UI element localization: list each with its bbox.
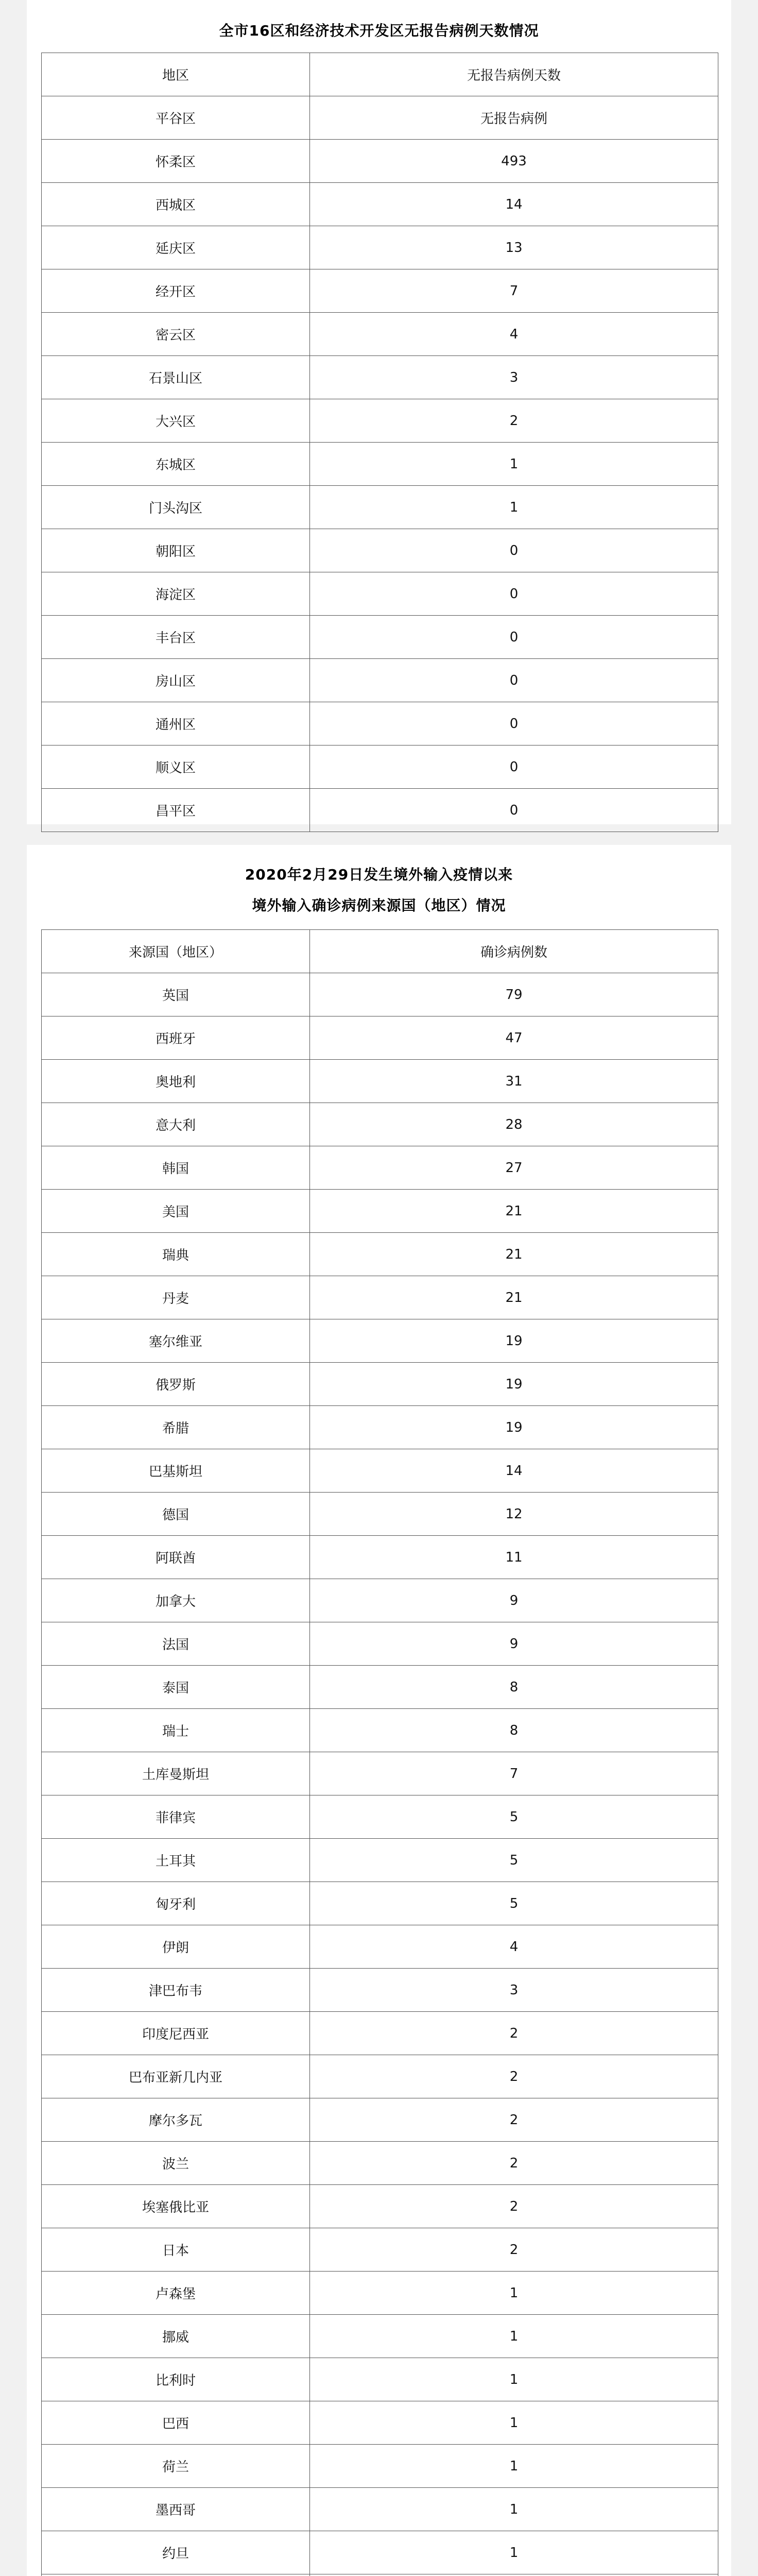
- row-label-cell: 丰台区: [42, 616, 310, 659]
- row-value-cell: 0: [310, 616, 718, 659]
- row-label-cell: 美国: [42, 1190, 310, 1233]
- table-row: [42, 399, 718, 443]
- row-value-cell: 2: [310, 2098, 718, 2142]
- row-label-cell: 韩国: [42, 1146, 310, 1190]
- row-label-cell: 德国: [42, 1493, 310, 1536]
- row-label-cell: 波兰: [42, 2142, 310, 2185]
- row-label-cell: 挪威: [42, 2315, 310, 2358]
- table-row: [42, 1882, 718, 1925]
- row-label-cell: 土库曼斯坦: [42, 1752, 310, 1795]
- table-row: [42, 2012, 718, 2055]
- row-value-cell: 2: [310, 2012, 718, 2055]
- table-row: [42, 2315, 718, 2358]
- table-row: [42, 1233, 718, 1276]
- table-row: [42, 1752, 718, 1795]
- row-value-cell: 1: [310, 2358, 718, 2401]
- table-row: [42, 616, 718, 659]
- row-label-cell: 石景山区: [42, 356, 310, 399]
- table-row: [42, 1363, 718, 1406]
- table-row: [42, 1493, 718, 1536]
- row-value-cell: 28: [310, 1103, 718, 1146]
- table-row: [42, 1449, 718, 1493]
- row-label-cell: 英国: [42, 973, 310, 1016]
- row-value-cell: 2: [310, 2228, 718, 2272]
- row-value-cell: 13: [310, 226, 718, 269]
- row-label-cell: 瑞典: [42, 1233, 310, 1276]
- header-no-case-days: 无报告病例天数: [310, 53, 718, 96]
- table-row: [42, 529, 718, 572]
- row-label-cell: 西城区: [42, 183, 310, 226]
- row-value-cell: 8: [310, 1666, 718, 1709]
- table-row: [42, 2445, 718, 2488]
- row-value-cell: 9: [310, 1622, 718, 1666]
- row-value-cell: 14: [310, 183, 718, 226]
- row-label-cell: 墨西哥: [42, 2488, 310, 2531]
- table-row: [42, 443, 718, 486]
- table-row: [42, 1190, 718, 1233]
- imported-cases-table-body: [42, 930, 718, 2576]
- row-label-cell: 卢森堡: [42, 2272, 310, 2315]
- table-row: [42, 1406, 718, 1449]
- table-row: [42, 973, 718, 1016]
- row-label-cell: 延庆区: [42, 226, 310, 269]
- row-label-cell: 印度尼西亚: [42, 2012, 310, 2055]
- table-row: [42, 1060, 718, 1103]
- table-row: [42, 226, 718, 269]
- row-label-cell: 经开区: [42, 269, 310, 313]
- row-value-cell: 27: [310, 1146, 718, 1190]
- row-label-cell: 巴基斯坦: [42, 1449, 310, 1493]
- row-value-cell: 0: [310, 572, 718, 616]
- row-value-cell: 1: [310, 2531, 718, 2574]
- table-row: [42, 789, 718, 832]
- row-value-cell: 0: [310, 745, 718, 789]
- table-row: [42, 269, 718, 313]
- table-row: [42, 140, 718, 183]
- row-value-cell: 1: [310, 443, 718, 486]
- row-value-cell: 5: [310, 1882, 718, 1925]
- row-value-cell: 3: [310, 356, 718, 399]
- row-label-cell: 丹麦: [42, 1276, 310, 1319]
- row-value-cell: 21: [310, 1190, 718, 1233]
- header-district: 地区: [42, 53, 310, 96]
- table-row: [42, 1709, 718, 1752]
- row-value-cell: 1: [310, 2272, 718, 2315]
- row-value-cell: 4: [310, 313, 718, 356]
- imported-cases-title-line2: 境外输入确诊病例来源国（地区）情况: [252, 897, 506, 914]
- table-row: [42, 313, 718, 356]
- row-value-cell: 5: [310, 1839, 718, 1882]
- row-label-cell: 海淀区: [42, 572, 310, 616]
- row-value-cell: [310, 2574, 718, 2576]
- row-label-cell: 埃塞俄比亚: [42, 2185, 310, 2228]
- table-row: [42, 1925, 718, 1969]
- row-value-cell: 无报告病例: [310, 96, 718, 140]
- row-label-cell: 平谷区: [42, 96, 310, 140]
- row-value-cell: 1: [310, 2445, 718, 2488]
- table-row: [42, 1666, 718, 1709]
- table-row: [42, 1276, 718, 1319]
- row-label-cell: 约旦: [42, 2531, 310, 2574]
- table-row: [42, 96, 718, 140]
- row-value-cell: 1: [310, 2315, 718, 2358]
- table-row: [42, 183, 718, 226]
- table-row: [42, 1103, 718, 1146]
- row-value-cell: 12: [310, 1493, 718, 1536]
- row-value-cell: 3: [310, 1969, 718, 2012]
- row-label-cell: 怀柔区: [42, 140, 310, 183]
- row-label-cell: 巴西: [42, 2401, 310, 2445]
- table-row: [42, 2401, 718, 2445]
- row-label-cell: 津巴布韦: [42, 1969, 310, 2012]
- table-header-row: [42, 930, 718, 973]
- row-label-cell: 俄罗斯: [42, 1363, 310, 1406]
- row-value-cell: 493: [310, 140, 718, 183]
- row-value-cell: 0: [310, 659, 718, 702]
- row-label-cell: 密云区: [42, 313, 310, 356]
- row-value-cell: 11: [310, 1536, 718, 1579]
- row-label-cell: 朝阳区: [42, 529, 310, 572]
- table-row: [42, 2272, 718, 2315]
- table-row: [42, 2055, 718, 2098]
- table-row: [42, 2098, 718, 2142]
- row-label-cell: 土耳其: [42, 1839, 310, 1882]
- table-row: [42, 2228, 718, 2272]
- row-value-cell: 79: [310, 973, 718, 1016]
- row-value-cell: 2: [310, 2055, 718, 2098]
- table-row: [42, 1969, 718, 2012]
- row-label-cell: 希腊: [42, 1406, 310, 1449]
- row-label-cell: 西班牙: [42, 1016, 310, 1060]
- table-row: [42, 1579, 718, 1622]
- table-row: [42, 1016, 718, 1060]
- row-label-cell: 匈牙利: [42, 1882, 310, 1925]
- table-row: [42, 1536, 718, 1579]
- table-row: [42, 356, 718, 399]
- no-case-days-table: [41, 53, 718, 832]
- row-value-cell: 4: [310, 1925, 718, 1969]
- row-label-cell: 加拿大: [42, 1579, 310, 1622]
- table-row: [42, 572, 718, 616]
- table-row: [42, 2488, 718, 2531]
- table-row: [42, 2142, 718, 2185]
- table-row: [42, 2358, 718, 2401]
- no-case-days-table-body: [42, 53, 718, 832]
- table-row: [42, 2531, 718, 2574]
- header-source-country: 来源国（地区）: [42, 930, 310, 973]
- row-label-cell: 阿联酋: [42, 1536, 310, 1579]
- row-value-cell: 14: [310, 1449, 718, 1493]
- row-value-cell: 7: [310, 269, 718, 313]
- imported-cases-card: [27, 845, 731, 2576]
- no-case-days-card: [27, 0, 731, 824]
- row-value-cell: 0: [310, 789, 718, 832]
- imported-cases-table: [41, 929, 718, 2576]
- row-label-cell: 巴布亚新几内亚: [42, 2055, 310, 2098]
- row-value-cell: 19: [310, 1363, 718, 1406]
- row-label-cell: 日本: [42, 2228, 310, 2272]
- row-value-cell: 1: [310, 2488, 718, 2531]
- header-confirmed-count: 确诊病例数: [310, 930, 718, 973]
- row-value-cell: 2: [310, 2142, 718, 2185]
- row-value-cell: 21: [310, 1233, 718, 1276]
- row-label-cell: 瑞士: [42, 1709, 310, 1752]
- row-value-cell: 2: [310, 399, 718, 443]
- row-value-cell: 1: [310, 2401, 718, 2445]
- row-label-cell: 东城区: [42, 443, 310, 486]
- row-label-cell: 通州区: [42, 702, 310, 745]
- row-label-cell: 法国: [42, 1622, 310, 1666]
- row-label-cell: 门头沟区: [42, 486, 310, 529]
- row-value-cell: 5: [310, 1795, 718, 1839]
- row-value-cell: 1: [310, 486, 718, 529]
- row-label-cell: 比利时: [42, 2358, 310, 2401]
- row-value-cell: 0: [310, 529, 718, 572]
- table-row: [42, 1839, 718, 1882]
- row-value-cell: 19: [310, 1319, 718, 1363]
- imported-cases-title-line1: 2020年2月29日发生境外输入疫情以来: [245, 866, 513, 883]
- row-label-cell: 摩尔多瓦: [42, 2098, 310, 2142]
- row-label-cell: 荷兰: [42, 2445, 310, 2488]
- row-value-cell: 21: [310, 1276, 718, 1319]
- row-value-cell: 9: [310, 1579, 718, 1622]
- row-value-cell: 0: [310, 702, 718, 745]
- table-row: [42, 745, 718, 789]
- row-value-cell: 2: [310, 2185, 718, 2228]
- table-header-row: [42, 53, 718, 96]
- table-row: [42, 2185, 718, 2228]
- row-value-cell: 47: [310, 1016, 718, 1060]
- table-row: [42, 2574, 718, 2576]
- row-label-cell: [42, 2574, 310, 2576]
- table-row: [42, 1146, 718, 1190]
- table-row: [42, 486, 718, 529]
- table-row: [42, 702, 718, 745]
- row-label-cell: 意大利: [42, 1103, 310, 1146]
- row-value-cell: 7: [310, 1752, 718, 1795]
- table-row: [42, 1622, 718, 1666]
- table-row: [42, 1795, 718, 1839]
- row-label-cell: 大兴区: [42, 399, 310, 443]
- no-case-days-title: 全市16区和经济技术开发区无报告病例天数情况: [219, 22, 539, 39]
- row-value-cell: 8: [310, 1709, 718, 1752]
- row-label-cell: 塞尔维亚: [42, 1319, 310, 1363]
- row-label-cell: 泰国: [42, 1666, 310, 1709]
- row-label-cell: 奥地利: [42, 1060, 310, 1103]
- row-value-cell: 31: [310, 1060, 718, 1103]
- table-row: [42, 659, 718, 702]
- row-value-cell: 19: [310, 1406, 718, 1449]
- row-label-cell: 房山区: [42, 659, 310, 702]
- row-label-cell: 顺义区: [42, 745, 310, 789]
- row-label-cell: 菲律宾: [42, 1795, 310, 1839]
- row-label-cell: 昌平区: [42, 789, 310, 832]
- table-row: [42, 1319, 718, 1363]
- row-label-cell: 伊朗: [42, 1925, 310, 1969]
